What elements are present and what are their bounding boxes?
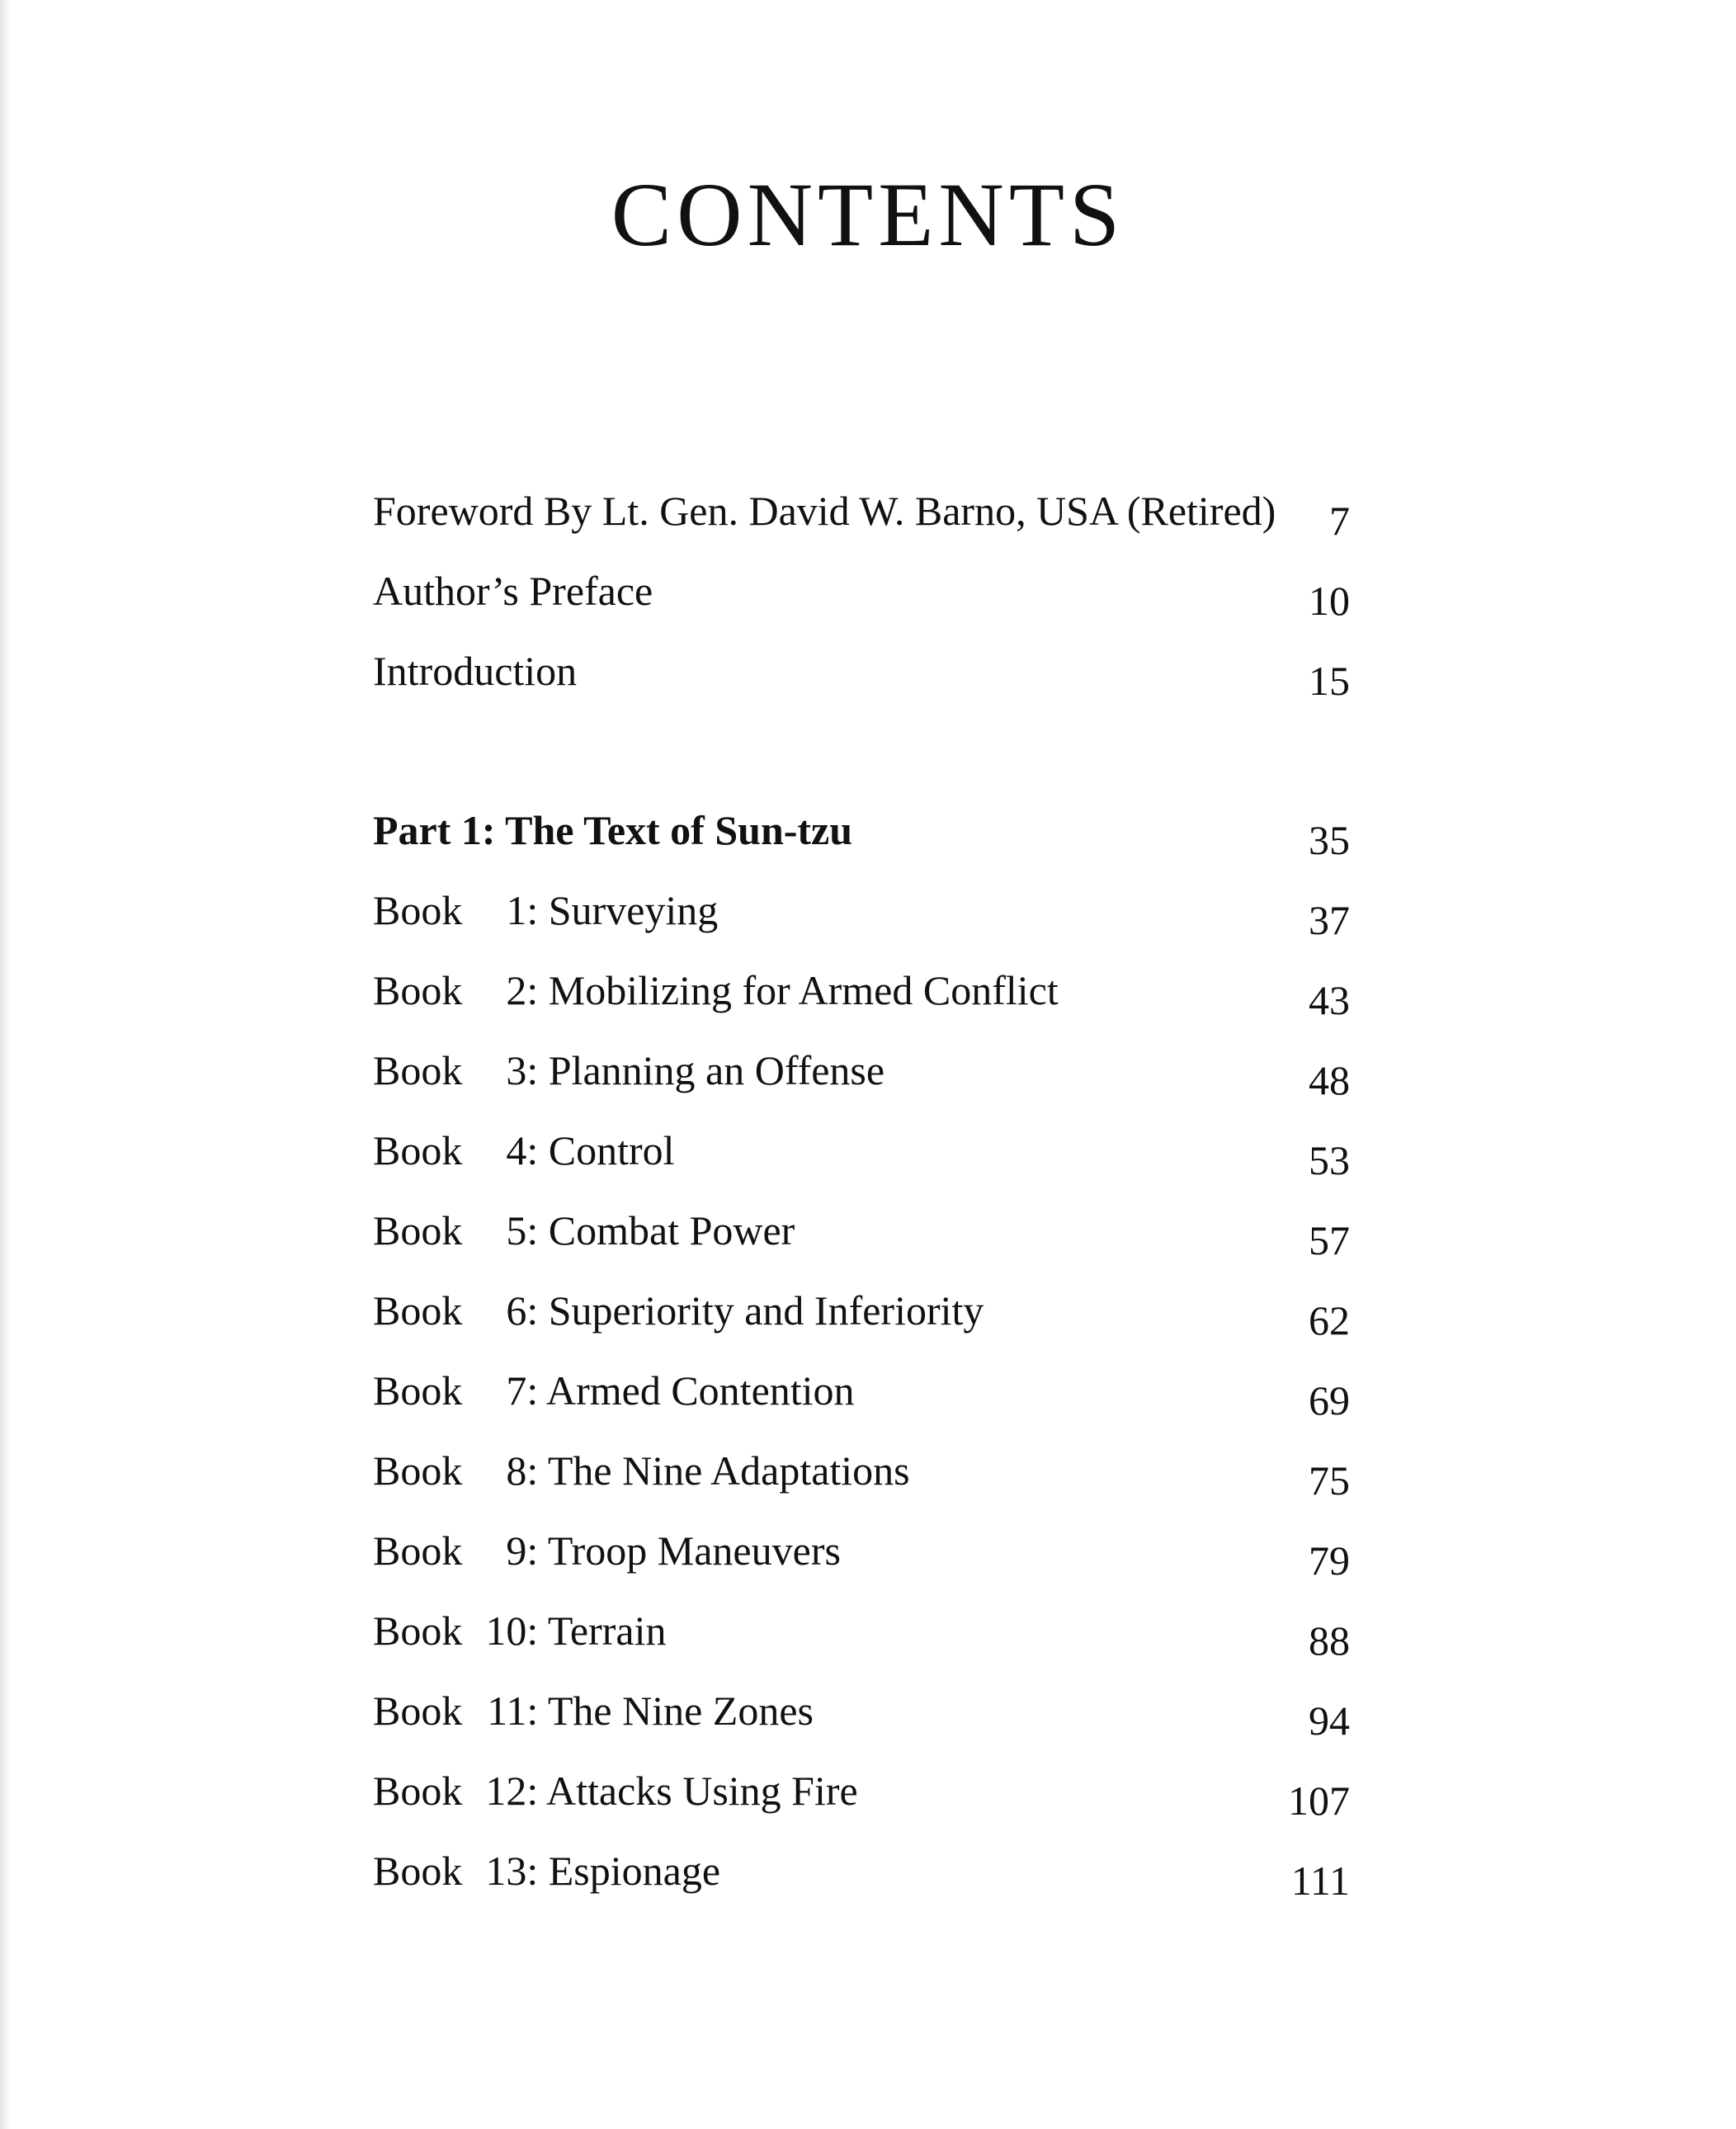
book-prefix: Book xyxy=(373,1607,463,1654)
book-title: : Troop Maneuvers xyxy=(526,1527,841,1574)
toc-entry-book-5[interactable] xyxy=(373,1206,1355,1264)
toc-entry-page: 15 xyxy=(1309,658,1350,704)
toc-entry-page: 107 xyxy=(1288,1777,1350,1824)
toc-entry-label: Introduction xyxy=(373,648,578,694)
book-prefix: Book xyxy=(373,1207,463,1253)
book-title: : Combat Power xyxy=(526,1207,795,1253)
book-number: 11 xyxy=(487,1688,527,1734)
book-title: : The Nine Adaptations xyxy=(526,1447,910,1494)
book-number: 6 xyxy=(506,1287,527,1334)
toc-part-heading[interactable] xyxy=(373,806,1355,864)
book-prefix: Book xyxy=(373,1127,463,1173)
book-prefix: Book xyxy=(373,1287,463,1334)
page-edge-shadow xyxy=(0,0,10,2129)
toc-entry-page: 62 xyxy=(1309,1297,1350,1343)
toc-entry-page: 48 xyxy=(1309,1057,1350,1103)
book-number: 12 xyxy=(485,1768,527,1814)
book-prefix: Book xyxy=(373,1367,463,1414)
book-prefix: Book xyxy=(373,1527,463,1574)
toc-entry-page: 69 xyxy=(1309,1377,1350,1423)
toc-entry-book-12[interactable] xyxy=(373,1767,1355,1825)
book-title: : Mobilizing for Armed Conflict xyxy=(526,967,1059,1013)
book-prefix: Book xyxy=(373,1848,463,1894)
book-number: 3 xyxy=(506,1047,527,1093)
book-prefix: Book xyxy=(373,1688,463,1734)
toc-entry-book-11[interactable] xyxy=(373,1687,1355,1744)
toc-entry-page: 53 xyxy=(1309,1137,1350,1183)
book-title: : Espionage xyxy=(526,1848,721,1894)
book-number: 2 xyxy=(506,967,527,1013)
toc-entry-page: 35 xyxy=(1309,817,1350,863)
toc-entry-page: 7 xyxy=(1329,498,1350,544)
toc-entry-book-3[interactable] xyxy=(373,1046,1355,1104)
toc-entry-page: 94 xyxy=(1309,1697,1350,1744)
book-prefix: Book xyxy=(373,1768,463,1814)
book-number: 13 xyxy=(485,1848,527,1894)
toc-entry-book-13[interactable] xyxy=(373,1847,1355,1905)
toc-entry-page: 43 xyxy=(1309,977,1350,1023)
book-title: : Superiority and Inferiority xyxy=(526,1287,984,1334)
toc-entry-preface[interactable] xyxy=(373,567,1355,625)
book-number: 9 xyxy=(506,1527,527,1574)
book-number: 4 xyxy=(506,1127,527,1173)
toc-entry-page: 10 xyxy=(1309,578,1350,624)
book-number: 7 xyxy=(506,1367,527,1414)
book-title: : Planning an Offense xyxy=(526,1047,885,1093)
toc-entry-label: Foreword By Lt. Gen. David W. Barno, USA (Retired) xyxy=(373,488,1276,534)
page-title: CONTENTS xyxy=(611,164,1125,265)
book-title: : The Nine Zones xyxy=(526,1688,814,1734)
toc-entry-page: 37 xyxy=(1309,897,1350,943)
book-number: 1 xyxy=(506,887,527,933)
book-prefix: Book xyxy=(373,1047,463,1093)
toc-entry-page: 88 xyxy=(1309,1617,1350,1664)
book-title: : Armed Contention xyxy=(526,1367,855,1414)
toc-entry-book-2[interactable] xyxy=(373,966,1355,1024)
toc-entry-book-4[interactable] xyxy=(373,1126,1355,1184)
toc-entry-book-10[interactable] xyxy=(373,1607,1355,1664)
book-title: : Terrain xyxy=(526,1607,667,1654)
toc-entry-foreword[interactable] xyxy=(373,487,1355,545)
book-prefix: Book xyxy=(373,1447,463,1494)
toc-entry-book-7[interactable] xyxy=(373,1367,1355,1424)
toc-entry-book-6[interactable] xyxy=(373,1286,1355,1344)
book-prefix: Book xyxy=(373,887,463,933)
toc-entry-introduction[interactable] xyxy=(373,647,1355,705)
book-title: : Attacks Using Fire xyxy=(526,1768,858,1814)
toc-entry-page: 75 xyxy=(1309,1457,1350,1504)
book-title: : Surveying xyxy=(526,887,719,933)
toc-entry-book-8[interactable] xyxy=(373,1447,1355,1504)
book-number: 10 xyxy=(485,1607,527,1654)
toc-entry-book-1[interactable] xyxy=(373,886,1355,944)
toc-entry-page: 57 xyxy=(1309,1217,1350,1263)
book-number: 8 xyxy=(506,1447,527,1494)
toc-entry-page: 111 xyxy=(1290,1858,1350,1904)
toc-entry-book-9[interactable] xyxy=(373,1527,1355,1584)
book-title: : Control xyxy=(526,1127,675,1173)
toc-part-label: Part 1: The Text of Sun-tzu xyxy=(373,807,853,853)
toc-entry-page: 79 xyxy=(1309,1537,1350,1584)
toc-entry-label: Author’s Preface xyxy=(373,568,653,614)
book-number: 5 xyxy=(506,1207,527,1253)
book-prefix: Book xyxy=(373,967,463,1013)
